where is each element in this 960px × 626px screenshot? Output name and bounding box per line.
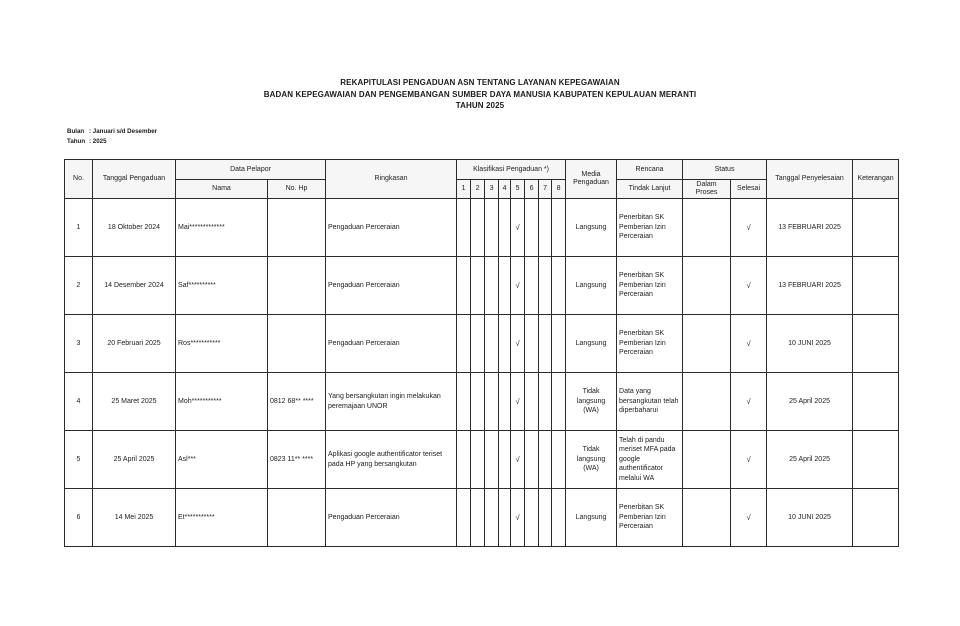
cell-klasifikasi-8 (552, 373, 566, 431)
report-period (67, 127, 157, 147)
cell-klasifikasi-3 (485, 199, 499, 257)
header-keterangan: Keterangan (853, 160, 899, 199)
cell-media: Langsung (566, 489, 617, 547)
cell-dalam-proses (683, 373, 731, 431)
cell-klasifikasi-2 (471, 199, 485, 257)
complaint-table (64, 159, 899, 547)
title-line-3: TAHUN 2025 (455, 101, 505, 110)
cell-klasifikasi-3 (485, 373, 499, 431)
cell-tanggal-penyelesaian: 25 April 2025 (767, 373, 853, 431)
cell-nohp (268, 489, 326, 547)
cell-nama: Ros*********** (176, 315, 268, 373)
tahun-value: : 2025 (89, 138, 107, 145)
cell-klasifikasi-4 (499, 373, 511, 431)
cell-klasifikasi-2 (471, 257, 485, 315)
cell-ringkasan: Pengaduan Perceraian (326, 199, 457, 257)
cell-klasifikasi-1 (457, 257, 471, 315)
header-status: Status (683, 160, 767, 180)
cell-dalam-proses (683, 431, 731, 489)
title-line-2: BADAN KEPEGAWAIAN DAN PENGEMBANGAN SUMBER DAYA MANUSIA KABUPATEN KEPULAUAN MERANTI (263, 89, 697, 99)
bulan-value: : Januari s/d Desember (89, 128, 158, 135)
cell-nohp (268, 257, 326, 315)
cell-klasifikasi-5: √ (511, 489, 525, 547)
header-klasifikasi-7: 7 (539, 180, 552, 199)
cell-klasifikasi-8 (552, 431, 566, 489)
cell-klasifikasi-1 (457, 199, 471, 257)
cell-ringkasan: Yang bersangkutan ingin melakukan peremajaan UNOR (326, 373, 457, 431)
cell-klasifikasi-3 (485, 257, 499, 315)
cell-tanggal: 18 Oktober 2024 (93, 199, 176, 257)
cell-klasifikasi-8 (552, 199, 566, 257)
cell-ringkasan: Pengaduan Perceraian (326, 315, 457, 373)
cell-klasifikasi-7 (539, 431, 552, 489)
cell-klasifikasi-2 (471, 489, 485, 547)
cell-nohp (268, 315, 326, 373)
cell-media: Langsung (566, 199, 617, 257)
cell-keterangan (853, 373, 899, 431)
cell-klasifikasi-5: √ (511, 199, 525, 257)
cell-media: Langsung (566, 257, 617, 315)
cell-tanggal: 14 Desember 2024 (93, 257, 176, 315)
cell-nohp: 0812 68** **** (268, 373, 326, 431)
cell-klasifikasi-5: √ (511, 315, 525, 373)
cell-nama: Moh*********** (176, 373, 268, 431)
cell-klasifikasi-4 (499, 257, 511, 315)
header-klasifikasi-8: 8 (552, 180, 566, 199)
cell-klasifikasi-1 (457, 373, 471, 431)
cell-klasifikasi-6 (525, 199, 539, 257)
header-data-pelapor: Data Pelapor (176, 160, 326, 180)
cell-klasifikasi-2 (471, 431, 485, 489)
cell-no: 2 (65, 257, 93, 315)
header-dalam-proses: Dalam Proses (683, 180, 731, 199)
cell-selesai: √ (731, 489, 767, 547)
cell-klasifikasi-8 (552, 257, 566, 315)
cell-klasifikasi-1 (457, 315, 471, 373)
header-selesai: Selesai (731, 180, 767, 199)
cell-dalam-proses (683, 257, 731, 315)
cell-klasifikasi-8 (552, 315, 566, 373)
cell-klasifikasi-7 (539, 315, 552, 373)
cell-keterangan (853, 431, 899, 489)
cell-klasifikasi-4 (499, 431, 511, 489)
cell-tanggal-penyelesaian: 10 JUNI 2025 (767, 315, 853, 373)
cell-tanggal: 20 Februari 2025 (93, 315, 176, 373)
cell-klasifikasi-6 (525, 373, 539, 431)
header-klasifikasi-4: 4 (499, 180, 511, 199)
cell-tindak-lanjut: Penerbitan SK Pemberian Izin Perceraian (617, 257, 683, 315)
cell-keterangan (853, 489, 899, 547)
cell-klasifikasi-6 (525, 257, 539, 315)
cell-selesai: √ (731, 431, 767, 489)
bulan-label: Bulan (67, 128, 85, 135)
cell-media: Tidak langsung (WA) (566, 431, 617, 489)
cell-selesai: √ (731, 199, 767, 257)
header-klasifikasi-1: 1 (457, 180, 471, 199)
header-tanggal-penyelesaian: Tanggal Penyelesaian (767, 160, 853, 199)
cell-klasifikasi-7 (539, 373, 552, 431)
cell-klasifikasi-7 (539, 199, 552, 257)
cell-selesai: √ (731, 315, 767, 373)
cell-tanggal-penyelesaian: 13 FEBRUARI 2025 (767, 257, 853, 315)
cell-media: Langsung (566, 315, 617, 373)
cell-tanggal: 25 April 2025 (93, 431, 176, 489)
header-rencana: Rencana (617, 160, 683, 180)
cell-klasifikasi-4 (499, 315, 511, 373)
cell-klasifikasi-4 (499, 199, 511, 257)
cell-klasifikasi-7 (539, 489, 552, 547)
title-line-1: REKAPITULASI PENGADUAN ASN TENTANG LAYANAN KEPEGAWAIAN (340, 78, 620, 87)
cell-klasifikasi-3 (485, 431, 499, 489)
cell-no: 5 (65, 431, 93, 489)
cell-klasifikasi-6 (525, 315, 539, 373)
cell-klasifikasi-5: √ (511, 373, 525, 431)
cell-dalam-proses (683, 315, 731, 373)
cell-klasifikasi-6 (525, 489, 539, 547)
cell-keterangan (853, 199, 899, 257)
cell-ringkasan: Aplikasi google authentificator teriset pada HP yang bersangkutan (326, 431, 457, 489)
cell-no: 3 (65, 315, 93, 373)
cell-nama: Asl*** (176, 431, 268, 489)
cell-no: 6 (65, 489, 93, 547)
table-row (65, 315, 899, 373)
cell-tindak-lanjut: Penerbitan SK Pemberian Izin Perceraian (617, 199, 683, 257)
table-row (65, 431, 899, 489)
header-no: No. (65, 160, 93, 199)
cell-tanggal-penyelesaian: 13 FEBRUARI 2025 (767, 199, 853, 257)
header-nohp: No. Hp (268, 180, 326, 199)
cell-keterangan (853, 257, 899, 315)
cell-ringkasan: Pengaduan Perceraian (326, 257, 457, 315)
tahun-label: Tahun (67, 138, 86, 145)
header-ringkasan: Ringkasan (326, 160, 457, 199)
cell-klasifikasi-5: √ (511, 431, 525, 489)
cell-tindak-lanjut: Penerbitan SK Pemberian Izin Perceraian (617, 489, 683, 547)
cell-no: 1 (65, 199, 93, 257)
table-body (65, 199, 899, 547)
cell-tanggal: 25 Maret 2025 (93, 373, 176, 431)
cell-klasifikasi-1 (457, 489, 471, 547)
cell-nohp: 0823 11** **** (268, 431, 326, 489)
cell-klasifikasi-3 (485, 489, 499, 547)
cell-tanggal: 14 Mei 2025 (93, 489, 176, 547)
cell-klasifikasi-1 (457, 431, 471, 489)
cell-ringkasan: Pengaduan Perceraian (326, 489, 457, 547)
cell-no: 4 (65, 373, 93, 431)
cell-tanggal-penyelesaian: 10 JUNI 2025 (767, 489, 853, 547)
cell-nama: Saf********** (176, 257, 268, 315)
header-tanggal: Tanggal Pengaduan (93, 160, 176, 199)
header-media: Media Pengaduan (566, 160, 617, 199)
cell-media: Tidak langsung (WA) (566, 373, 617, 431)
cell-tanggal-penyelesaian: 25 April 2025 (767, 431, 853, 489)
header-klasifikasi-6: 6 (525, 180, 539, 199)
cell-klasifikasi-2 (471, 373, 485, 431)
header-tindak-lanjut: Tindak Lanjut (617, 180, 683, 199)
cell-dalam-proses (683, 199, 731, 257)
cell-tindak-lanjut: Data yang bersangkutan telah diperbaharui (617, 373, 683, 431)
cell-klasifikasi-6 (525, 431, 539, 489)
cell-dalam-proses (683, 489, 731, 547)
cell-nama: Et*********** (176, 489, 268, 547)
header-nama: Nama (176, 180, 268, 199)
table-row (65, 199, 899, 257)
cell-selesai: √ (731, 257, 767, 315)
cell-keterangan (853, 315, 899, 373)
table-row (65, 257, 899, 315)
document-title (0, 77, 960, 112)
cell-klasifikasi-4 (499, 489, 511, 547)
cell-nama: Mai************* (176, 199, 268, 257)
cell-klasifikasi-5: √ (511, 257, 525, 315)
cell-tindak-lanjut: Telah di pandu meriset MFA pada google authentificator melalui WA (617, 431, 683, 489)
cell-selesai: √ (731, 373, 767, 431)
header-klasifikasi-3: 3 (485, 180, 499, 199)
cell-nohp (268, 199, 326, 257)
table-row (65, 373, 899, 431)
header-klasifikasi: Klasifikasi Pengaduan *) (457, 160, 566, 180)
header-klasifikasi-5: 5 (511, 180, 525, 199)
cell-klasifikasi-3 (485, 315, 499, 373)
cell-klasifikasi-7 (539, 257, 552, 315)
header-klasifikasi-2: 2 (471, 180, 485, 199)
cell-klasifikasi-8 (552, 489, 566, 547)
cell-klasifikasi-2 (471, 315, 485, 373)
table-row (65, 489, 899, 547)
cell-tindak-lanjut: Penerbitan SK Pemberian Izin Perceraian (617, 315, 683, 373)
